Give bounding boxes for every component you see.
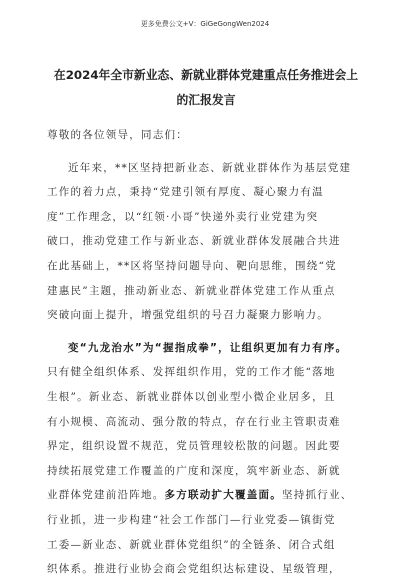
paragraph-line: 生根”。新业态、新就业群体以创业型小微企业居多，且 — [47, 390, 336, 403]
paragraph-line: 有小规模、高流动、强分散的特点，存在行业主管职责难 — [47, 415, 341, 428]
inline-subheading: 多方联动扩大覆盖面。 — [164, 489, 282, 502]
title-line-2: 的汇报发言 — [176, 93, 236, 107]
paragraph-line-mixed — [47, 483, 367, 508]
paragraph-line: 在此基础上，**区将坚持问题导向、靶向思维，围绕“党 — [47, 259, 337, 272]
paragraph-line: 界定，组织设置不规范，党员管理较松散的问题。因此要 — [47, 440, 341, 453]
document-title — [48, 63, 364, 113]
paragraph-line: 持续拓展党建工作覆盖的广度和深度，筑牢新业态、新就 — [47, 464, 341, 477]
paragraph-line: 破口，推动党建工作与新业态、新就业群体发展融合共进 — [47, 235, 341, 248]
page-header-note: 更多免费公文+V：GiGeGongWen2024 — [140, 20, 270, 28]
section-1 — [47, 336, 367, 582]
document-body — [47, 123, 367, 582]
paragraph-line: 工作的着力点，秉持“党建引领有厚度、凝心聚力有温 — [47, 186, 324, 199]
paragraph-text: 业群体党建前沿阵地。 — [47, 489, 165, 502]
paragraph-line: 工委—新业态、新就业群体党组织”的全链条、闭合式组 — [47, 538, 336, 551]
paragraph-line: 突破向面上提升，增强党组织的号召力凝聚力影响力。 — [47, 309, 329, 322]
paragraph-1 — [47, 156, 367, 328]
paragraph-line: 度”工作理念，以“红领·小哥”快递外卖行业党建为突 — [47, 210, 319, 223]
title-line-1: 在2024年全市新业态、新就业群体党建重点任务推进会上 — [53, 68, 359, 82]
paragraph-line: 建惠民”主题，推动新业态、新就业群体党建工作从重点 — [47, 284, 336, 297]
paragraph-line: 行业抓，进一步构建“社会工作部门—行业党委—镇街党 — [47, 513, 336, 526]
paragraph-text: 坚持抓行业、 — [282, 489, 353, 502]
paragraph-line: 织体系。推进行业协会商会党组织达标建设、星级管理， — [47, 563, 341, 576]
paragraph-line: 只有健全组织体系、发挥组织作用，党的工作才能“落地 — [47, 366, 336, 379]
spacer — [47, 328, 367, 336]
section-heading: 变“九龙治水”为“握指成拳”，让组织更加有力有序。 — [68, 341, 348, 354]
spacer — [47, 148, 367, 156]
greeting: 尊敬的各位领导，同志们： — [47, 129, 188, 141]
paragraph-line: 近年来，**区坚持把新业态、新就业群体作为基层党建 — [68, 161, 352, 174]
